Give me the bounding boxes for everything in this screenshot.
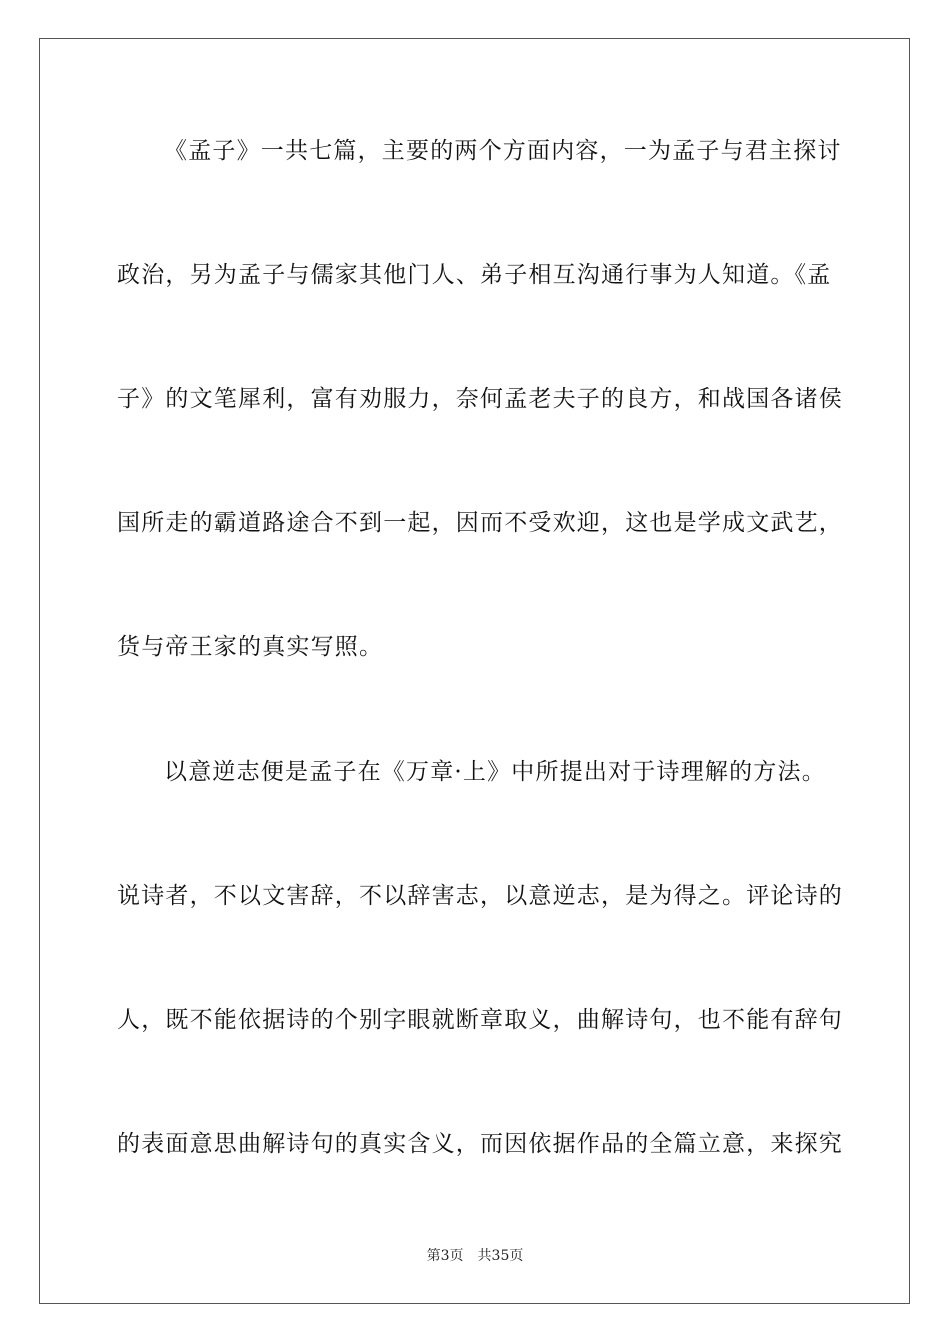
paragraph-1-line-1: 《孟子》一共七篇，主要的两个方面内容，一为孟子与君主探讨 bbox=[164, 138, 842, 164]
paragraph-1-line-3: 子》的文笔犀利，富有劝服力，奈何孟老夫子的良方，和战国各诸侯 bbox=[117, 386, 843, 412]
paragraph-2-line-1: 以意逆志便是孟子在《万章·上》中所提出对于诗理解的方法。 bbox=[164, 759, 826, 785]
paragraph-1-line-2: 政治，另为孟子与儒家其他门人、弟子相互沟通行事为人知道。《孟 bbox=[117, 262, 832, 288]
paragraph-1-line-5: 货与帝王家的真实写照。 bbox=[117, 634, 384, 660]
page-total: 共35页 bbox=[477, 1248, 524, 1264]
paragraph-2-line-3: 人，既不能依据诗的个别字眼就断章取义，曲解诗句，也不能有辞句 bbox=[117, 1007, 843, 1033]
paragraph-1-line-4: 国所走的霸道路途合不到一起，因而不受欢迎，这也是学成文武艺， bbox=[117, 510, 843, 536]
paragraph-2-line-4: 的表面意思曲解诗句的真实含义，而因依据作品的全篇立意，来探究 bbox=[117, 1131, 843, 1157]
page-border bbox=[39, 38, 910, 1304]
paragraph-2-line-2: 说诗者，不以文害辞，不以辞害志，以意逆志，是为得之。评论诗的 bbox=[117, 883, 843, 909]
page-number: 第3页 bbox=[426, 1248, 464, 1264]
page-footer bbox=[0, 1247, 950, 1265]
